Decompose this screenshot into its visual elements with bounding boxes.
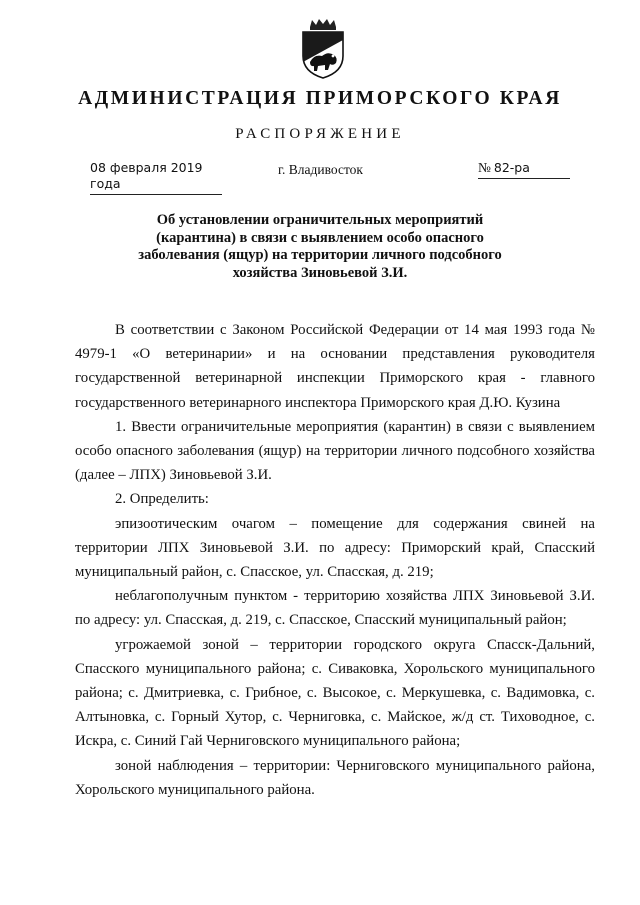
- primorsky-krai-coat-of-arms-icon: [298, 18, 348, 80]
- document-number: [478, 160, 570, 179]
- organization-name: АДМИНИСТРАЦИЯ ПРИМОРСКОГО КРАЯ: [78, 88, 562, 109]
- body-paragraph-item-2: 2. Определить:: [115, 491, 209, 508]
- title-line: хозяйства Зиновьевой З.И.: [232, 264, 408, 281]
- title-line: Об установлении ограничительных мероприятий: [156, 212, 484, 228]
- document-body: [75, 318, 595, 802]
- title-line: заболевания (ящур) на территории личного подсобного: [138, 247, 502, 263]
- body-paragraph-threatened-zone: угрожаемой зоной – территории городского округа Спасск-Дальний, Спасского муниципального района; с. Сиваковка, Хорольского муниципального района; с. Дмитриевка, с. Грибное, с. Высокое, с. Меркушевка, с. Вадимовка, с. Алтыновка, с. Горный Хутор, с. Черниговка, с. Майское, ж/д ст. Тиховодное, с. Искра, с. Синий Гай Черниговского муниципального района;: [75, 636, 595, 750]
- title-line: (карантина) в связи с выявлением особо опасного: [156, 229, 484, 246]
- document-title: [110, 212, 530, 282]
- body-paragraph-preamble: В соответствии с Законом Российской Федерации от 14 мая 1993 года № 4979-1 «О ветеринарии» и на основании представления руководителя государственной ветеринарной инспекции Приморского края - главного государственного ветеринарного инспектора Приморского края Д.Ю. Кузина: [75, 322, 595, 411]
- number-sign: №: [478, 160, 491, 175]
- document-city: г. Владивосток: [278, 162, 363, 177]
- document-type: РАСПОРЯЖЕНИЕ: [235, 126, 405, 142]
- document-date: 08 февраля 2019 года: [90, 160, 222, 195]
- body-paragraph-item-1: 1. Ввести ограничительные мероприятия (карантин) в связи с выявлением особо опасного заболевания (ящур) на территории личного подсобного хозяйства (далее – ЛПХ) Зиновьевой З.И.: [75, 418, 595, 484]
- body-paragraph-affected-point: неблагополучным пунктом - территорию хозяйства ЛПХ Зиновьевой З.И. по адресу: ул. Спасская, д. 219, с. Спасское, Спасский муниципальный район;: [75, 588, 595, 629]
- body-paragraph-outbreak-focus: эпизоотическим очагом – помещение для содержания свиней на территории ЛПХ Зиновьевой З.И. по адресу: Приморский край, Спасский муниципальный район, с. Спасское, ул. Спасская, д. 219;: [75, 515, 595, 581]
- number-value: 82-ра: [493, 160, 530, 175]
- body-paragraph-observation-zone: зоной наблюдения – территории: Черниговского муниципального района, Хорольского муниципального района.: [75, 757, 595, 798]
